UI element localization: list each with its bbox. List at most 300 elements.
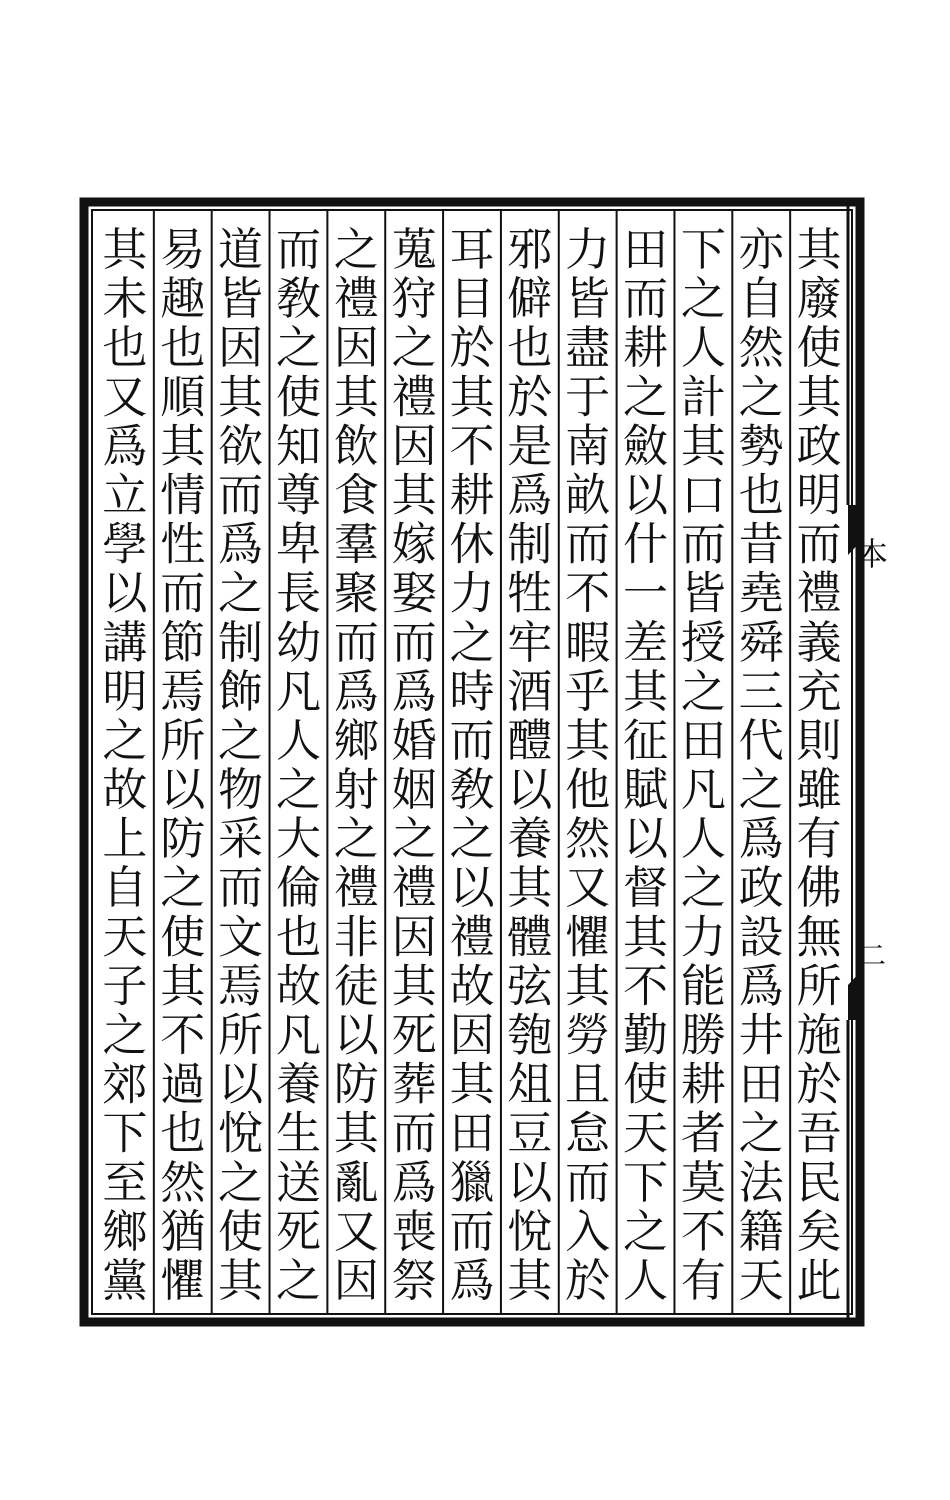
character: 長 [275, 566, 322, 620]
character: 也 [275, 910, 322, 964]
character: 使 [622, 1057, 669, 1111]
character: 情 [160, 468, 206, 522]
character: 而 [160, 566, 206, 620]
character: 俎 [507, 1057, 553, 1111]
character: 不 [680, 1204, 726, 1258]
character: 倫 [275, 861, 322, 915]
character: 天 [102, 910, 148, 964]
center-strip-upper-label: 本 [855, 535, 889, 573]
character: 羣 [333, 517, 379, 571]
character: 耕 [680, 1057, 726, 1111]
character: 爲 [218, 517, 264, 571]
character: 僻 [507, 272, 553, 326]
character: 懼 [160, 1254, 206, 1307]
character: 養 [275, 1057, 322, 1111]
character: 文 [218, 910, 264, 964]
character: 政 [796, 419, 842, 473]
character: 之 [391, 321, 437, 375]
character: 邪 [507, 223, 553, 276]
character: 雖 [796, 763, 842, 816]
character: 而 [622, 272, 669, 326]
character: 之 [275, 763, 322, 816]
character: 之 [218, 1155, 264, 1209]
character: 有 [796, 812, 842, 866]
character: 法 [738, 1155, 784, 1209]
text-column [623, 223, 670, 1307]
character: 敎 [275, 272, 322, 326]
character: 禮 [333, 272, 379, 326]
character: 飲 [333, 419, 379, 473]
character: 醴 [507, 714, 553, 767]
character: 堯 [738, 566, 784, 620]
character: 姻 [391, 763, 437, 816]
character: 其 [160, 959, 206, 1013]
character: 是 [507, 419, 553, 473]
character: 力 [449, 566, 495, 620]
character: 因 [391, 910, 437, 964]
character: 其 [102, 223, 148, 276]
character: 人 [622, 1254, 669, 1307]
character: 喪 [391, 1204, 437, 1258]
text-column [218, 223, 265, 1307]
character: 之 [160, 861, 206, 915]
character: 督 [622, 861, 669, 915]
character: 於 [507, 370, 553, 424]
character: 其 [796, 370, 842, 424]
character: 無 [796, 910, 842, 964]
character: 因 [333, 1254, 379, 1307]
character: 而 [449, 714, 495, 767]
character: 之 [738, 763, 784, 816]
character: 郊 [102, 1057, 148, 1111]
text-column [392, 223, 439, 1307]
character: 爲 [738, 812, 784, 866]
character: 下 [680, 223, 726, 276]
character: 道 [218, 223, 264, 276]
character: 田 [680, 714, 726, 767]
character: 匏 [507, 1008, 553, 1062]
character: 講 [102, 615, 148, 669]
character: 然 [160, 1155, 206, 1209]
character: 而 [275, 223, 322, 276]
character: 凡 [680, 763, 726, 816]
character: 不 [565, 566, 611, 620]
character: 也 [160, 321, 206, 375]
character: 立 [102, 468, 148, 522]
character: 葬 [391, 1057, 437, 1111]
character: 且 [565, 1057, 611, 1111]
character: 差 [622, 615, 669, 669]
character: 而 [449, 1204, 495, 1258]
character: 然 [738, 321, 784, 375]
character: 耕 [622, 321, 669, 375]
character: 天 [738, 1254, 784, 1307]
character: 所 [796, 959, 842, 1013]
character: 豆 [507, 1106, 553, 1160]
character: 下 [622, 1155, 669, 1209]
character: 有 [680, 1254, 726, 1307]
character: 勝 [680, 1008, 726, 1062]
character: 自 [102, 861, 148, 915]
character: 賦 [622, 763, 669, 816]
character: 飾 [218, 664, 264, 718]
character: 獵 [449, 1155, 495, 1209]
character: 昔 [738, 517, 784, 571]
character: 弦 [507, 959, 553, 1013]
character: 故 [449, 959, 495, 1013]
character: 制 [507, 517, 553, 571]
character: 明 [102, 664, 148, 718]
character: 趣 [160, 272, 206, 326]
text-column [102, 223, 149, 1307]
character: 不 [622, 959, 669, 1013]
character: 什 [622, 517, 669, 571]
character: 則 [796, 714, 842, 767]
text-column [565, 223, 612, 1307]
character: 自 [738, 272, 784, 326]
character: 其 [218, 370, 264, 424]
character: 舜 [738, 615, 784, 669]
character: 蒐 [391, 223, 437, 276]
character: 故 [275, 959, 322, 1013]
character: 黨 [102, 1254, 148, 1307]
character: 吾 [796, 1106, 842, 1160]
character: 幼 [275, 615, 322, 669]
character: 怠 [565, 1106, 611, 1160]
character: 食 [333, 468, 379, 522]
character: 卑 [275, 517, 322, 571]
character: 爲 [738, 959, 784, 1013]
character: 聚 [333, 566, 379, 620]
character: 亂 [333, 1155, 379, 1209]
character: 焉 [218, 959, 264, 1013]
character: 凡 [275, 664, 322, 718]
character: 其 [391, 959, 437, 1013]
character: 其 [622, 910, 669, 964]
character: 於 [796, 1057, 842, 1111]
character: 禮 [333, 861, 379, 915]
character: 之 [738, 1106, 784, 1160]
character: 人 [680, 321, 726, 375]
character: 悅 [218, 1106, 264, 1160]
character: 也 [507, 321, 553, 375]
character: 非 [333, 910, 379, 964]
character: 也 [102, 321, 148, 375]
character: 籍 [738, 1204, 784, 1258]
character: 順 [160, 370, 206, 424]
character: 皆 [565, 272, 611, 326]
character: 爲 [391, 1155, 437, 1209]
character: 爲 [507, 468, 553, 522]
character: 代 [738, 714, 784, 767]
character: 送 [275, 1155, 322, 1209]
character: 人 [275, 714, 322, 767]
character: 之 [333, 812, 379, 866]
text-column [681, 223, 728, 1307]
character: 其 [449, 1057, 495, 1111]
text-column [449, 223, 496, 1307]
character: 因 [218, 321, 264, 375]
character: 以 [622, 468, 669, 522]
character: 之 [102, 714, 148, 767]
character: 所 [218, 1008, 264, 1062]
character: 防 [333, 1057, 379, 1111]
text-column [739, 223, 786, 1307]
character: 易 [160, 223, 206, 276]
character: 又 [102, 370, 148, 424]
character: 而 [391, 615, 437, 669]
character: 焉 [160, 664, 206, 718]
character: 勞 [565, 1008, 611, 1062]
character: 故 [102, 763, 148, 816]
character: 之 [680, 664, 726, 718]
character: 婚 [391, 714, 437, 767]
character: 鄉 [102, 1204, 148, 1258]
character: 充 [796, 664, 842, 718]
character: 之 [218, 566, 264, 620]
character: 乎 [565, 664, 611, 718]
character: 死 [391, 1008, 437, 1062]
character: 娶 [391, 566, 437, 620]
text-column [160, 223, 207, 1307]
character: 其 [796, 223, 842, 276]
character: 至 [102, 1155, 148, 1209]
character: 射 [333, 763, 379, 816]
character: 之 [275, 1254, 322, 1307]
character: 南 [565, 419, 611, 473]
character: 酒 [507, 664, 553, 718]
character: 之 [738, 370, 784, 424]
character: 入 [565, 1204, 611, 1258]
character: 學 [102, 517, 148, 571]
character: 畝 [565, 468, 611, 522]
character: 鄉 [333, 714, 379, 767]
character: 盡 [565, 321, 611, 375]
character: 而 [218, 468, 264, 522]
character: 皆 [218, 272, 264, 326]
character: 其 [160, 419, 206, 473]
character: 而 [565, 1155, 611, 1209]
character: 子 [102, 959, 148, 1013]
character: 而 [391, 1106, 437, 1160]
character: 牲 [507, 566, 553, 620]
character: 耕 [449, 468, 495, 522]
character: 以 [449, 861, 495, 915]
character: 其 [565, 714, 611, 767]
character: 政 [738, 861, 784, 915]
character: 也 [738, 468, 784, 522]
character: 他 [565, 763, 611, 816]
character: 之 [622, 370, 669, 424]
center-strip-lower-label: 二 [857, 939, 887, 972]
character: 三 [738, 664, 784, 718]
character: 勢 [738, 419, 784, 473]
character: 徒 [333, 959, 379, 1013]
character: 斂 [622, 419, 669, 473]
character: 又 [565, 861, 611, 915]
character: 下 [102, 1106, 148, 1160]
character: 牢 [507, 615, 553, 669]
character: 征 [622, 714, 669, 767]
text-column [334, 223, 381, 1307]
character: 以 [218, 1057, 264, 1111]
character: 施 [796, 1008, 842, 1062]
character: 人 [680, 812, 726, 866]
character: 勤 [622, 1008, 669, 1062]
character: 之 [680, 272, 726, 326]
character: 死 [275, 1204, 322, 1258]
character: 井 [738, 1008, 784, 1062]
character: 嫁 [391, 517, 437, 571]
character: 爲 [391, 664, 437, 718]
character: 不 [160, 1008, 206, 1062]
text-column [276, 223, 321, 1307]
character: 禮 [449, 910, 495, 964]
character: 而 [333, 615, 379, 669]
character: 凡 [275, 1008, 322, 1062]
character: 以 [160, 763, 206, 816]
character: 懼 [565, 910, 611, 964]
character: 目 [449, 272, 495, 326]
character: 狩 [391, 272, 437, 326]
character: 其 [565, 959, 611, 1013]
character: 皆 [680, 566, 726, 620]
character: 之 [102, 1008, 148, 1062]
character: 者 [680, 1106, 726, 1160]
character: 未 [102, 272, 148, 326]
character: 之 [275, 321, 322, 375]
character: 爲 [333, 664, 379, 718]
character: 於 [565, 1254, 611, 1307]
character: 廢 [796, 272, 842, 326]
character: 之 [680, 861, 726, 915]
character: 其 [218, 1254, 264, 1307]
text-column [797, 223, 844, 1307]
character: 采 [218, 812, 264, 866]
character: 上 [102, 812, 148, 866]
character: 也 [160, 1106, 206, 1160]
character: 莫 [680, 1155, 726, 1209]
character: 而 [565, 517, 611, 571]
character: 以 [507, 1155, 553, 1209]
character: 田 [449, 1106, 495, 1160]
character: 力 [565, 223, 611, 276]
character: 暇 [565, 615, 611, 669]
character: 防 [160, 812, 206, 866]
character: 能 [680, 959, 726, 1013]
character: 使 [275, 370, 322, 424]
character: 其 [449, 370, 495, 424]
character: 因 [391, 419, 437, 473]
character: 因 [333, 321, 379, 375]
character: 之 [449, 812, 495, 866]
character: 其 [680, 419, 726, 473]
character: 田 [622, 223, 669, 276]
character: 爲 [102, 419, 148, 473]
character: 其 [333, 1106, 379, 1160]
character: 其 [391, 468, 437, 522]
character: 於 [449, 321, 495, 375]
character: 時 [449, 664, 495, 718]
character: 制 [218, 615, 264, 669]
character: 義 [796, 615, 842, 669]
character: 其 [622, 664, 669, 718]
character: 體 [507, 910, 553, 964]
character: 性 [160, 517, 206, 571]
character: 使 [796, 321, 842, 375]
character: 節 [160, 615, 206, 669]
character: 之 [622, 1204, 669, 1258]
character: 口 [680, 468, 726, 522]
character: 使 [218, 1204, 264, 1258]
character: 不 [449, 419, 495, 473]
character: 此 [796, 1254, 842, 1307]
character: 以 [507, 763, 553, 816]
character: 計 [680, 370, 726, 424]
character: 爲 [449, 1254, 495, 1307]
character: 尊 [275, 468, 322, 522]
character: 禮 [796, 566, 842, 620]
character: 然 [565, 812, 611, 866]
character: 物 [218, 763, 264, 816]
character: 其 [333, 370, 379, 424]
character: 因 [449, 1008, 495, 1062]
character: 使 [160, 910, 206, 964]
character: 過 [160, 1057, 206, 1111]
character: 祭 [391, 1254, 437, 1307]
character: 民 [796, 1155, 842, 1209]
character: 一 [622, 566, 669, 620]
character: 矣 [796, 1204, 842, 1258]
character: 之 [391, 812, 437, 866]
character: 而 [218, 861, 264, 915]
character: 之 [218, 714, 264, 767]
character: 休 [449, 517, 495, 571]
text-column [507, 223, 554, 1307]
character: 之 [333, 223, 379, 276]
character: 大 [275, 812, 322, 866]
character: 養 [507, 812, 553, 866]
character: 敎 [449, 763, 495, 816]
character: 授 [680, 615, 726, 669]
character: 明 [796, 468, 842, 522]
character: 佛 [796, 861, 842, 915]
character: 禮 [391, 861, 437, 915]
character: 又 [333, 1204, 379, 1258]
character: 于 [565, 370, 611, 424]
character: 以 [102, 566, 148, 620]
character: 天 [622, 1106, 669, 1160]
character: 生 [275, 1106, 322, 1160]
character: 猶 [160, 1204, 206, 1258]
character: 以 [333, 1008, 379, 1062]
character: 欲 [218, 419, 264, 473]
character: 耳 [449, 223, 495, 276]
character: 禮 [391, 370, 437, 424]
character: 知 [275, 419, 322, 473]
character: 其 [507, 1254, 553, 1307]
character: 而 [680, 517, 726, 571]
character: 田 [738, 1057, 784, 1111]
character: 而 [796, 517, 842, 571]
character: 悅 [507, 1204, 553, 1258]
character: 設 [738, 910, 784, 964]
character: 力 [680, 910, 726, 964]
character: 之 [449, 615, 495, 669]
character: 其 [507, 861, 553, 915]
character: 所 [160, 714, 206, 767]
character: 以 [622, 812, 669, 866]
